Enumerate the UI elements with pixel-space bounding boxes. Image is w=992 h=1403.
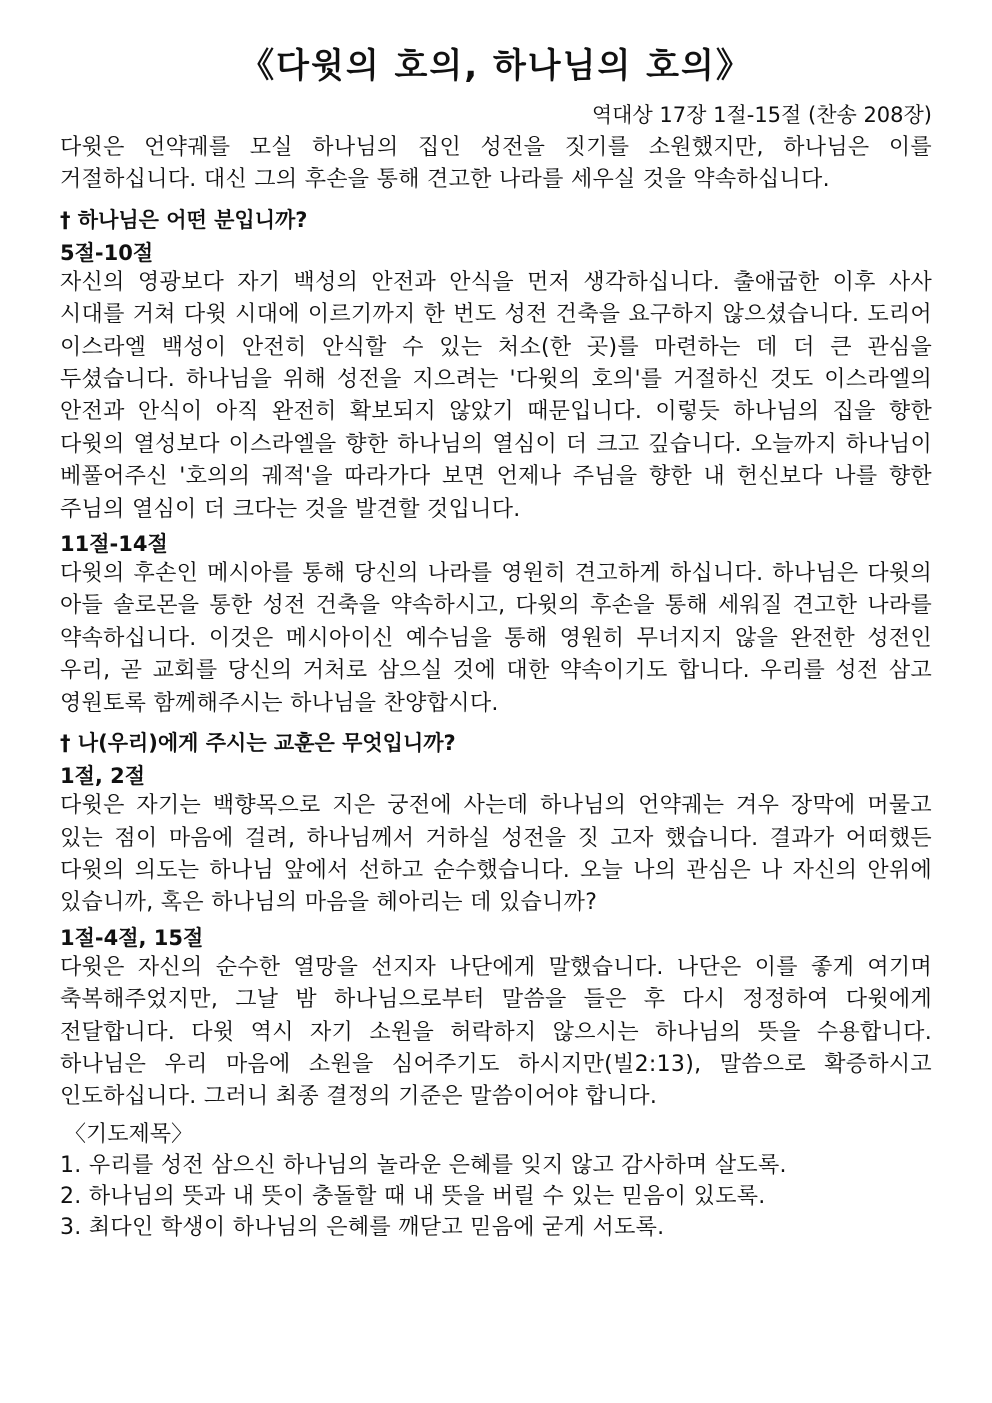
intro-paragraph: 다윗은 언약궤를 모실 하나님의 집인 성전을 짓기를 소원했지만, 하나님은 이를 거절하십니다. 대신 그의 후손을 통해 견고한 나라를 세우실 것을 약속하십니다. — [60, 135, 932, 193]
prayer-item: 2. 하나님의 뜻과 내 뜻이 충돌할 때 내 뜻을 버릴 수 있는 믿음이 있도록. — [60, 1183, 766, 1209]
verse-heading: 1절-4절, 15절 — [60, 925, 204, 950]
page-title: 《다윗의 호의, 하나님의 호의》 — [240, 46, 752, 86]
verse-paragraph: 다윗의 후손인 메시아를 통해 당신의 나라를 영원히 견고하게 하십니다. 하나님은 다윗의 아들 솔로몬을 통한 성전 건축을 약속하시고, 다윗의 후손을 통해 세워질 견고한 나라를 약속하십니다. 이것은 메시아이신 예수님을 통해 영원히 무너지지 않을 완전한 성전인 우리, 곧 교회를 당신의 거처로 삼으실 것에 대한 약속이기도 합니다. 우리를 성전 삼고 영원토록 함께해주시는 하나님을 찬양합시다. — [60, 561, 932, 716]
prayer-list — [60, 1150, 932, 1243]
prayer-item: 3. 최다인 학생이 하나님의 은혜를 깨닫고 믿음에 굳게 서도록. — [60, 1214, 665, 1240]
scripture-reference: 역대상 17장 1절-15절 (찬송 208장) — [591, 103, 932, 127]
verse-heading: 11절-14절 — [60, 532, 168, 557]
verse-paragraph: 다윗은 자기는 백향목으로 지은 궁전에 사는데 하나님의 언약궤는 겨우 장막에 머물고 있는 점이 마음에 걸려, 하나님께서 거하실 성전을 짓 고자 했습니다. 결과가 어떠했든 다윗의 의도는 하나님 앞에서 선하고 순수했습니다. 오늘 나의 관심은 나 자신의 안위에 있습니까, 혹은 하나님의 마음을 헤아리는 데 있습니까? — [60, 793, 932, 916]
bulletin-page — [60, 44, 932, 1243]
verse-paragraph: 다윗은 자신의 순수한 열망을 선지자 나단에게 말했습니다. 나단은 이를 좋게 여기며 축복해주었지만, 그날 밤 하나님으로부터 말씀을 들은 후 다시 정정하여 다윗에게 전달합니다. 다윗 역시 자기 소원을 허락하지 않으시는 하나님의 뜻을 수용합니다. 하나님은 우리 마음에 소원을 심어주기도 하시지만(빌2:13), 말씀으로 확증하시고 인도하십니다. 그러니 최종 결정의 기준은 말씀이어야 합니다. — [60, 954, 932, 1110]
verse-heading: 5절-10절 — [60, 240, 154, 265]
question-heading-1: † 하나님은 어떤 분입니까? — [60, 207, 308, 232]
verse-heading: 1절, 2절 — [60, 764, 146, 789]
prayer-item: 1. 우리를 성전 삼으신 하나님의 놀라운 은혜를 잊지 않고 감사하며 살도록. — [60, 1152, 787, 1178]
verse-paragraph: 자신의 영광보다 자기 백성의 안전과 안식을 먼저 생각하십니다. 출애굽한 이후 사사 시대를 거쳐 다윗 시대에 이르기까지 한 번도 성전 건축을 요구하지 않으셨습니다. 도리어 이스라엘 백성이 안전히 안식할 수 있는 처소(한 곳)를 마련하는 데 더 큰 관심을 두셨습니다. 하나님을 위해 성전을 지으려는 '다윗의 호의'를 거절하신 것도 이스라엘의 안전과 안식이 아직 완전히 확보되지 않았기 때문입니다. 이렇듯 하나님의 집을 향한 다윗의 열성보다 이스라엘을 향한 하나님의 열심이 더 크고 깊습니다. 오늘까지 하나님이 베풀어주신 '호의의 궤적'을 따라가다 보면 언제나 주님을 향한 내 헌신보다 나를 향한 주님의 열심이 더 크다는 것을 발견할 것입니다. — [60, 269, 932, 522]
prayer-heading: 〈기도제목〉 — [64, 1121, 194, 1147]
question-heading-2: † 나(우리)에게 주시는 교훈은 무엇입니까? — [60, 731, 456, 756]
